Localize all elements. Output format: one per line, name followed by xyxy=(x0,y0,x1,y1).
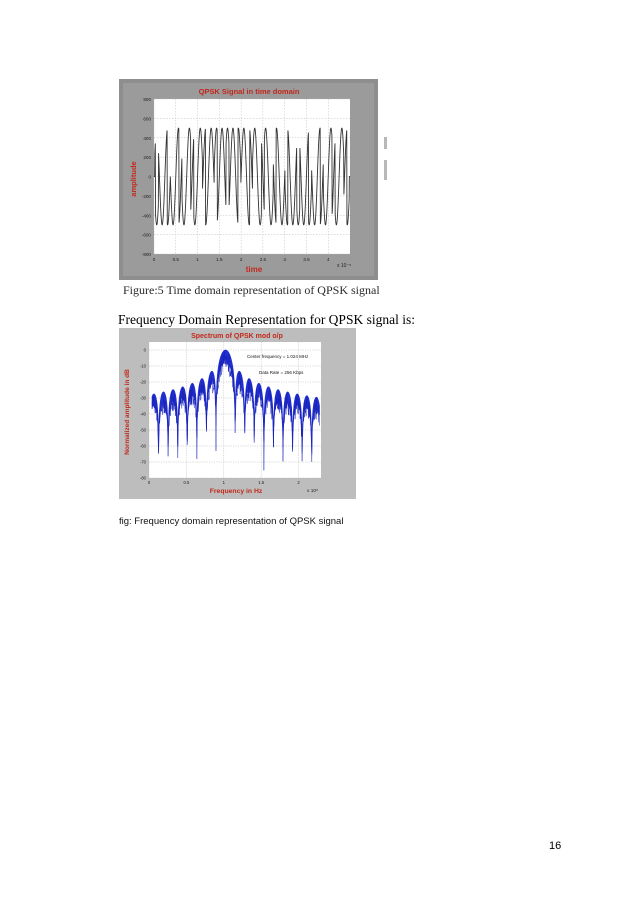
time-domain-figure xyxy=(119,79,378,280)
freq-ytick-label: -20 xyxy=(139,379,146,385)
frequency-intro-text: Frequency Domain Representation for QPSK signal is: xyxy=(118,312,415,327)
time-ytick-label: -600 xyxy=(141,232,151,238)
freq-xtick-label: 0 xyxy=(147,480,151,485)
time-ylabel: amplitude xyxy=(129,161,138,197)
freq-ylabel: Normalized amplitude in dB xyxy=(124,369,131,455)
time-xtick-label: 3 xyxy=(283,257,286,262)
page-number: 16 xyxy=(549,840,562,852)
time-ytick-label: 600 xyxy=(143,116,151,122)
freq-xlabel: Frequency in Hz xyxy=(209,488,263,495)
time-x-multiplier: x 10⁻⁵ xyxy=(337,263,352,269)
time-xtick-label: 3.5 xyxy=(303,257,310,262)
time-xtick-label: 4 xyxy=(326,257,330,262)
figure5-caption: Figure:5 Time domain representation of QPSK signal xyxy=(123,283,380,297)
frequency-figure-caption: fig: Frequency domain representation of QPSK signal xyxy=(119,516,344,527)
freq-ytick-label: -80 xyxy=(139,475,146,481)
time-domain-chart xyxy=(119,79,378,280)
freq-ytick-label: 0 xyxy=(143,347,146,353)
time-xtick-label: 1 xyxy=(196,257,199,262)
freq-annotation-center: Center frequency = 1.024 MHz xyxy=(247,354,309,359)
time-ytick-label: -800 xyxy=(141,252,151,257)
frequency-domain-chart xyxy=(119,328,356,499)
time-ytick-label: 800 xyxy=(143,97,151,102)
time-ytick-label: 200 xyxy=(143,155,151,161)
time-ytick-label: 0 xyxy=(148,174,151,180)
time-ytick-label: 400 xyxy=(143,135,151,141)
time-xtick-label: 2 xyxy=(239,257,243,262)
time-xtick-label: 0 xyxy=(152,257,156,262)
time-ytick-label: -400 xyxy=(141,213,151,219)
scan-mark xyxy=(384,160,387,180)
freq-ytick-label: -50 xyxy=(139,427,146,433)
freq-ytick-label: -70 xyxy=(139,459,146,465)
time-xtick-label: 0.5 xyxy=(172,257,179,262)
freq-xtick-label: 2 xyxy=(297,480,300,485)
freq-xtick-label: 0.5 xyxy=(183,480,190,485)
time-ytick-label: -200 xyxy=(141,193,151,199)
time-xtick-label: 1.5 xyxy=(216,257,223,262)
freq-x-multiplier: x 10⁶ xyxy=(307,489,319,494)
time-xlabel: time xyxy=(245,265,263,274)
freq-xtick-label: 1 xyxy=(222,480,225,485)
time-chart-title: QPSK Signal in time domain xyxy=(198,87,300,96)
freq-xtick-label: 1.5 xyxy=(258,480,265,485)
freq-ytick-label: -30 xyxy=(139,395,146,401)
freq-annotation-rate: Data Rate = 256 Kbps xyxy=(259,370,304,375)
freq-chart-title: Spectrum of QPSK mod o/p xyxy=(191,333,283,340)
frequency-domain-figure xyxy=(119,328,356,499)
freq-ytick-label: -40 xyxy=(139,411,146,417)
time-xtick-label: 2.5 xyxy=(259,257,267,262)
freq-ytick-label: -10 xyxy=(139,363,146,369)
scan-mark xyxy=(384,137,387,149)
freq-ytick-label: -60 xyxy=(139,443,146,449)
